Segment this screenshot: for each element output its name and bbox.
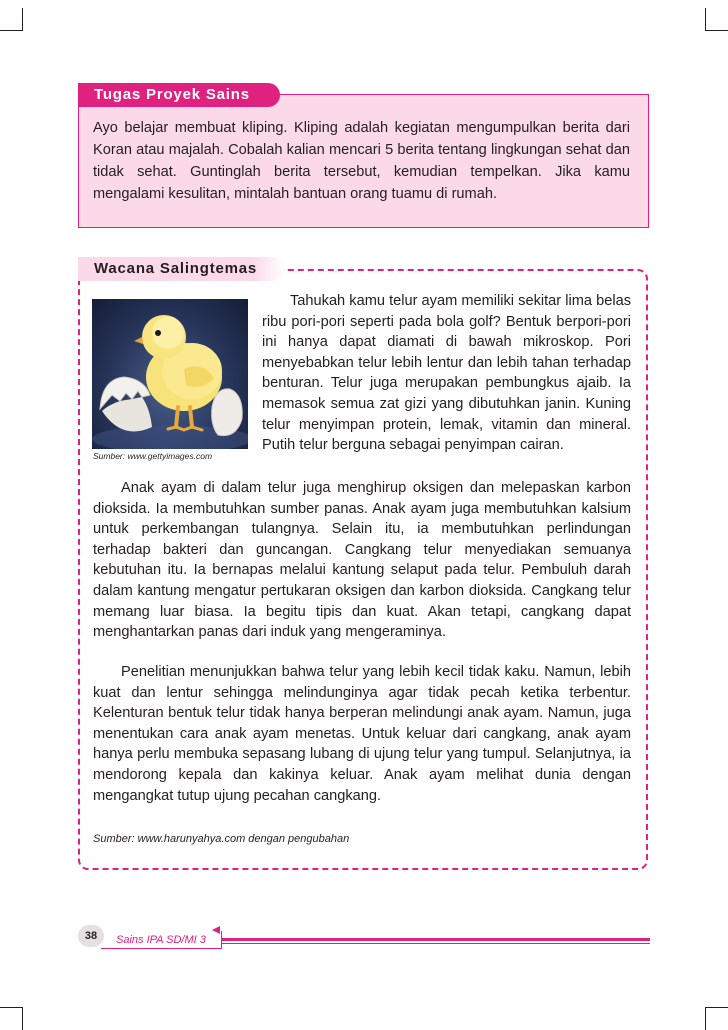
wacana-paragraph-3: Penelitian menunjukkan bahwa telur yang lebih kecil tidak kaku. Namun, lebih kuat dan lentur sehingga melindunginya agar tidak pecah ketika terbentur. Kelenturan bentuk telur tidak hanya berperan melindungi anak ayam. Namun, juga menentukan cara anak ayam menetas. Untuk keluar dari cangkang, anak ayam hanya perlu membuka sepasang lubang di ujung telur yang tumpul. Selanjutnya, ia mendorong kepala dan kakinya keluar. Anak ayam melihat dunia dengan mengangkat tutup ujung pecahan cangkang. (93, 664, 631, 804)
book-title: Sains IPA SD/MI 3 (116, 934, 206, 946)
crop-mark-top-left (0, 8, 23, 31)
footer-rule-thin (222, 943, 650, 944)
crop-mark-bottom-right (705, 1007, 728, 1030)
crop-mark-bottom-left (0, 1007, 23, 1030)
page-number: 38 (78, 925, 104, 947)
footer-arrow-icon (212, 926, 220, 934)
chick-illustration (92, 299, 248, 449)
wacana-paragraph-1: Tahukah kamu telur ayam memiliki sekitar lima belas ribu pori-pori seperti pada bola golf? Bentuk berpori-pori ini hanya dapat diamati di bawah mikroskop. Pori menyebabkan telur lebih lentur dan lebih tahan terhadap benturan. Telur juga merupakan pembungkus ajaib. Ia memasok semua zat gizi yang dibutuhkan janin. Kuning telur menyimpan protein, lemak, vitamin dan mineral. Putih telur berguna sebagai penyimpan cairan. (262, 293, 631, 454)
crop-mark-top-right (705, 8, 728, 31)
footer-rule (222, 938, 650, 941)
task-text: Ayo belajar membuat kliping. Kliping adalah kegiatan mengumpulkan berita dari Koran atau majalah. Cobalah kalian mencari 5 berita tentang lingkungan sehat dan tidak sehat. Guntinglah berita tersebut, kemudian tempelkan. Jika kamu mengalami kesulitan, mintalah bantuan orang tuamu di rumah. (93, 120, 630, 202)
chick-photo (92, 299, 248, 449)
wacana-source: Sumber: www.harunyahya.com dengan pengubahan (93, 833, 350, 845)
wacana-tab-label: Wacana Salingtemas (78, 257, 284, 281)
task-tab-label: Tugas Proyek Sains (78, 83, 280, 107)
wacana-paragraph-2: Anak ayam di dalam telur juga menghirup oksigen dan melepaskan karbon dioksida. Ia membutuhkan sumber panas. Anak ayam juga membutuhkan kalsium untuk perkembangan tulangnya. Selain itu, ia membutuhkan perlindungan terhadap bakteri dan guncangan. Cangkang telur menyediakan semuanya kebutuhan itu. Ia bernapas melalui kantung selaput pada telur. Pembuluh darah dalam kantung mengatur pertukaran oksigen dan karbon dioksida. Cangkang telur memang luar biasa. Ia begitu tipis dan kuat. Akan tetapi, cangkang dapat menghantarkan panas dari induk yang mengeraminya. (93, 480, 631, 641)
photo-caption: Sumber: www.gettyimages.com (93, 451, 213, 461)
